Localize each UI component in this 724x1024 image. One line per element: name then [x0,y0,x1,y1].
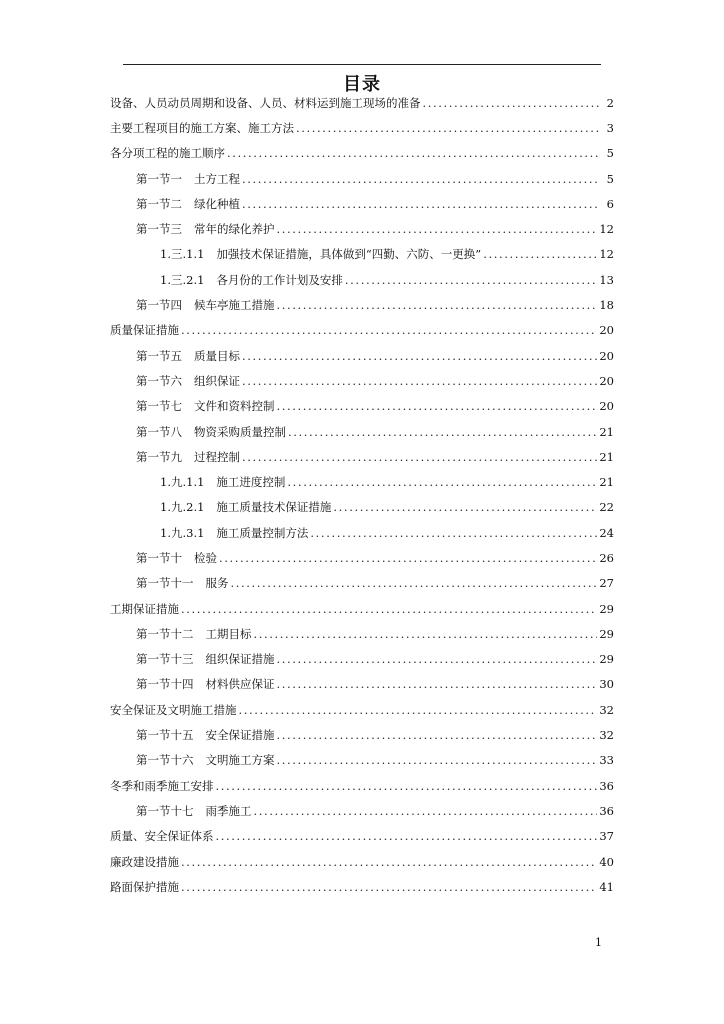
dot-leader [181,602,597,616]
dot-leader [483,247,597,261]
dot-leader [277,728,598,742]
toc-entry-title: 材料供应保证 [205,677,275,692]
toc-entry-title: 安全保证及文明施工措施 [110,702,237,717]
toc-entry-number: 第一节十七 [136,803,194,818]
page-number: 1 [595,936,602,949]
toc-entry-title: 过程控制 [194,449,240,464]
header-rule [123,64,601,65]
toc-entry-page: 6 [606,196,614,211]
toc-entry[interactable] [110,697,614,722]
toc-entry-title: 雨季施工 [205,803,252,818]
dot-leader [231,576,598,590]
toc-entry-page: 36 [599,778,614,793]
dot-leader [277,652,598,666]
toc-entry-title: 组织保证措施 [205,652,275,667]
toc-entry-page: 20 [599,399,614,414]
toc-entry[interactable] [110,672,614,697]
toc-entry-title: 工期目标 [205,626,252,641]
toc-entry-title: 路面保护措施 [110,879,179,894]
toc-entry-number: 第一节十 [136,550,182,565]
toc-entry[interactable] [110,115,614,140]
toc-entry[interactable] [110,90,614,115]
toc-entry-title: 施工质量技术保证措施 [216,500,332,515]
dot-leader [287,475,597,489]
page-title: 目录 [343,74,381,95]
toc-entry-page: 27 [599,576,614,591]
toc-entry-page: 26 [599,550,614,565]
toc-entry-title: 工期保证措施 [110,601,179,616]
toc-entry-number: 1.九.3.1 [160,525,205,540]
toc-entry[interactable] [110,722,614,747]
toc-entry-number: 第一节八 [136,424,182,439]
toc-entry-number: 第一节六 [136,373,182,388]
toc-entry[interactable] [110,596,614,621]
toc-entry[interactable] [110,141,614,166]
toc-entry-title: 施工质量控制方法 [216,525,309,540]
toc-entry[interactable] [110,191,614,216]
dot-leader [216,779,598,793]
toc-entry[interactable] [110,545,614,570]
toc-entry-title: 质量、安全保证体系 [110,829,214,844]
dot-leader [277,222,598,236]
toc-entry-title: 文件和资料控制 [194,399,275,414]
toc-entry-title: 物资采购质量控制 [194,424,286,439]
toc-entry-page: 20 [599,373,614,388]
toc-entry-page: 3 [606,120,614,135]
toc-entry-number: 第一节一 [136,171,182,186]
dot-leader [242,197,600,211]
dot-leader [219,551,597,565]
toc-entry[interactable] [110,571,614,596]
toc-entry-title: 设备、人员动员周期和设备、人员、材料运到施工现场的准备 [110,95,421,110]
toc-entry-page: 29 [599,626,614,641]
toc-entry-title: 各月份的工作计划及安排 [216,272,343,287]
toc-entry[interactable] [110,242,614,267]
toc-entry-page: 36 [599,803,614,818]
toc-entry[interactable] [110,469,614,494]
dot-leader [296,121,600,135]
toc-entry-page: 24 [599,525,614,540]
toc-entry-page: 21 [599,449,614,464]
dot-leader [181,855,597,869]
toc-entry-number: 1.三.2.1 [160,272,205,287]
toc-entry[interactable] [110,824,614,849]
toc-entry-number: 第一节十二 [136,626,194,641]
toc-entry-title: 土方工程 [194,171,240,186]
toc-entry-page: 21 [599,475,614,490]
toc-entry[interactable] [110,798,614,823]
toc-entry-title: 服务 [205,576,229,591]
dot-leader [254,804,598,818]
toc-entry[interactable] [110,621,614,646]
toc-entry-page: 20 [599,323,614,338]
toc-entry-page: 40 [599,854,614,869]
toc-entry-number: 第一节十五 [136,728,194,743]
toc-entry-page: 32 [599,702,614,717]
toc-entry-page: 29 [599,652,614,667]
toc-entry-page: 2 [606,95,614,110]
toc-entry-page: 22 [599,500,614,515]
toc-entry[interactable] [110,495,614,520]
dot-leader [277,298,598,312]
toc-entry[interactable] [110,292,614,317]
toc-entry[interactable] [110,216,614,241]
toc-entry[interactable] [110,166,614,191]
toc-entry[interactable] [110,520,614,545]
dot-leader [345,273,597,287]
toc-entry-page: 37 [599,829,614,844]
toc-entry-page: 13 [599,272,614,287]
toc-entry-number: 第一节十四 [136,677,194,692]
toc-entry-title: 安全保证措施 [205,728,275,743]
dot-leader [277,399,598,413]
dot-leader [333,500,597,514]
dot-leader [288,425,597,439]
toc-entry-page: 33 [599,753,614,768]
toc-entry[interactable] [110,318,614,343]
toc-entry-page: 5 [606,146,614,161]
dot-leader [239,703,598,717]
toc-entry[interactable] [110,773,614,798]
toc-entry[interactable] [110,343,614,368]
toc-entry-title: 绿化种植 [194,196,240,211]
dot-leader [423,96,601,110]
toc-entry-number: 第一节五 [136,348,182,363]
toc-entry[interactable] [110,874,614,899]
toc-entry[interactable] [110,267,614,292]
toc-entry[interactable] [110,748,614,773]
dot-leader [242,450,597,464]
dot-leader [277,753,598,767]
toc-entry[interactable] [110,368,614,393]
dot-leader [181,880,597,894]
toc-entry-page: 41 [599,879,614,894]
toc-entry-title: 常年的绿化养护 [194,222,275,237]
toc-entry-title: 质量保证措施 [110,323,179,338]
toc-entry-number: 第一节九 [136,449,182,464]
dot-leader [242,374,597,388]
dot-leader [242,172,600,186]
toc-entry-title: 施工进度控制 [216,475,286,490]
toc-entry[interactable] [110,394,614,419]
toc-entry-number: 第一节十三 [136,652,194,667]
toc-entry-page: 32 [599,728,614,743]
toc-entry-number: 1.三.1.1 [160,247,205,262]
toc-entry-number: 第一节七 [136,399,182,414]
dot-leader [254,627,598,641]
toc-entry-title: 加强技术保证措施，具体做到“四勤、六防、一更换” [216,247,482,262]
toc-entry-page: 18 [599,298,614,313]
dot-leader [242,349,597,363]
toc-entry-title: 文明施工方案 [205,753,275,768]
table-of-contents [110,90,614,900]
toc-entry-number: 第一节十一 [136,576,194,591]
toc-entry-title: 组织保证 [194,373,240,388]
toc-entry-number: 第一节四 [136,298,182,313]
toc-entry-page: 12 [599,247,614,262]
toc-entry[interactable] [110,849,614,874]
dot-leader [181,323,597,337]
toc-entry[interactable] [110,444,614,469]
dot-leader [227,146,600,160]
toc-entry-page: 12 [599,222,614,237]
toc-entry-title: 主要工程项目的施工方案、施工方法 [110,120,294,135]
toc-entry-number: 1.九.2.1 [160,500,205,515]
toc-entry-number: 1.九.1.1 [160,475,205,490]
toc-entry-page: 21 [599,424,614,439]
dot-leader [310,526,597,540]
toc-entry-number: 第一节十六 [136,753,194,768]
dot-leader [216,829,598,843]
toc-entry-title: 冬季和雨季施工安排 [110,778,214,793]
toc-entry-title: 各分项工程的施工顺序 [110,146,225,161]
toc-entry-title: 候车亭施工措施 [194,298,275,313]
toc-entry-page: 20 [599,348,614,363]
toc-entry-number: 第一节三 [136,222,182,237]
toc-entry-title: 检验 [194,550,217,565]
toc-entry[interactable] [110,419,614,444]
toc-entry-number: 第一节二 [136,196,182,211]
toc-entry-page: 30 [599,677,614,692]
toc-entry-title: 廉政建设措施 [110,854,179,869]
toc-entry-page: 29 [599,601,614,616]
dot-leader [277,677,598,691]
toc-entry-title: 质量目标 [194,348,240,363]
toc-entry-page: 5 [606,171,614,186]
toc-entry[interactable] [110,647,614,672]
